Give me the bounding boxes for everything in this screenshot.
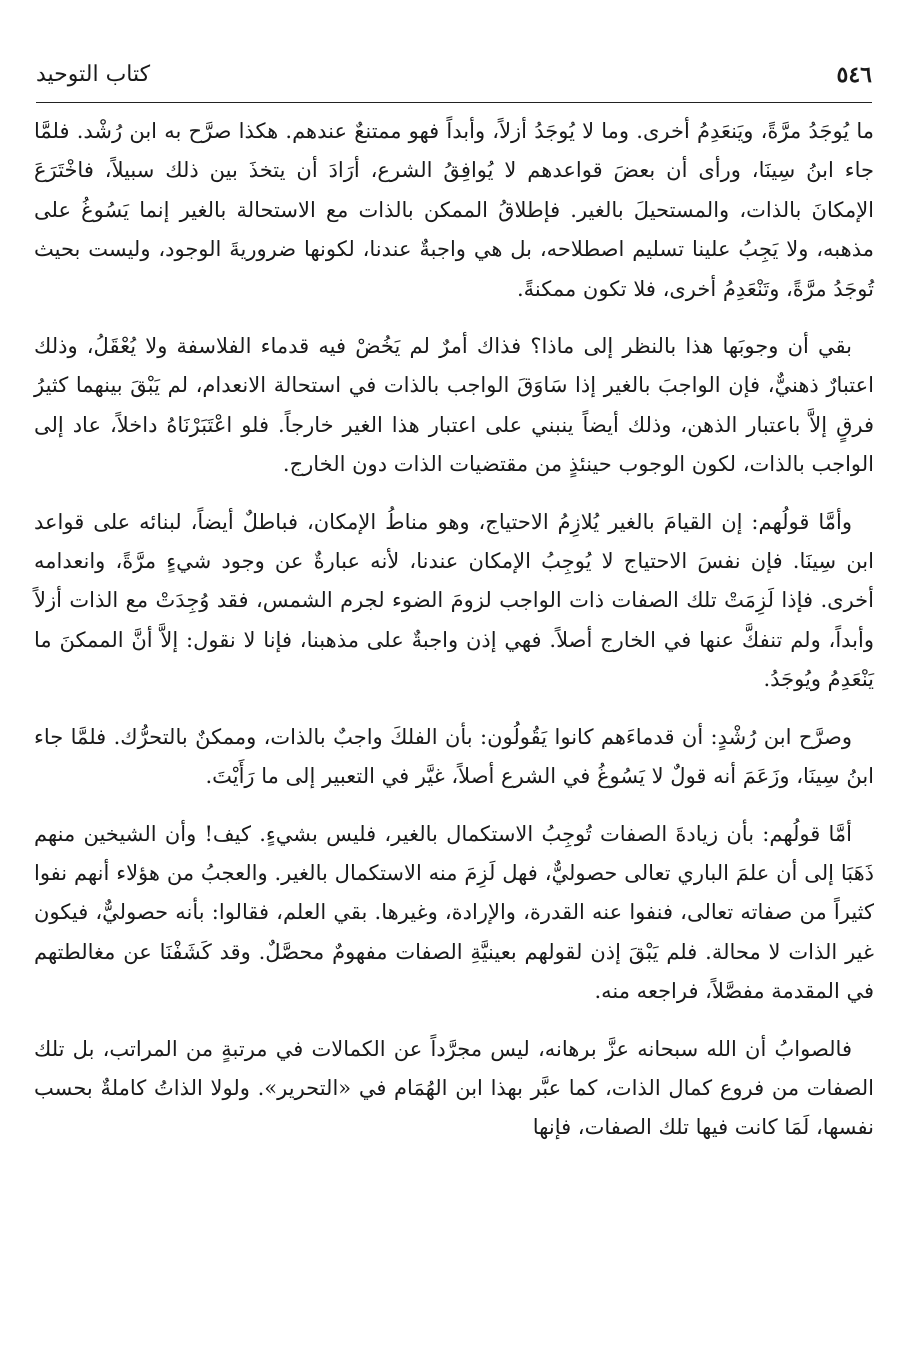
paragraph-6: فالصوابُ أن الله سبحانه عزَّ برهانه، ليس مجرَّداً عن الكمالات في مرتبةٍ من المراتب، بل تلك الصفات من فروع كمال الذات، كما عبَّر بهذا ابن الهُمَام في «التحرير». ولولا الذاتُ كاملةٌ بحسب نفسها، لَمَا كانت فيها تلك الصفات، فإنها [34,1036,874,1140]
paragraph-4: وصرَّح ابن رُشْدٍ: أن قدماءَهم كانوا يَقُولُون: بأن الفلكَ واجبٌ بالذات، وممكنٌ بالتحرُّك. فلمَّا جاء ابنُ سِينَا، وزَعَمَ أنه قولٌ لا يَسُوغُ في الشرع أصلاً، غيَّر في التعبير إلى ما رَأَيْتَ. [34,724,874,789]
page-number: ٥٤٦ [836,62,872,88]
paragraph-3: وأمَّا قولُهم: إن القيامَ بالغير يُلازِمُ الاحتياج، وهو مناطُ الإمكان، فباطلٌ أيضاً، لبنائه على قواعد ابن سِينَا. فإن نفسَ الاحتياج لا يُوجِبُ الإمكان عندنا، لأنه عبارةٌ عن وجود شيءٍ مرَّةً، وانعدامه أخرى. فإذا لَزِمَتْ تلك الصفات ذات الواجب لزومَ الضوء لجرم الشمس، فقد وُجِدَتْ مع الذات أزلاً وأبداً، ولم تنفكَّ عنها في الخارج أصلاً. فهي إذن واجبةٌ على مذهبنا، فإنا لا نقول: إلاَّ أنَّ الممكنَ ما يَنْعَدِمُ ويُوجَدُ. [34,509,874,692]
running-title: كتاب التوحيد [36,62,151,87]
page-header [36,62,872,103]
main-text [34,112,874,1166]
paragraph-1: ما يُوجَدُ مرَّةً، ويَنعَدِمُ أخرى. وما لا يُوجَدُ أزلاً، وأبداً فهو ممتنعٌ عندهم. هكذا صرَّح به ابن رُشْد. فلمَّا جاء ابنُ سِينَا، ورأى أن بعضَ قواعدهم لا يُوافِقُ الشرع، أرَادَ أن يتخذَ بين ذلك سبيلاً، فاخْتَرَعَ الإمكانَ بالذات، والمستحيلَ بالغير. فإطلاقُ الممكن بالذات مع الاستحالة بالغير إنما يَسُوغُ على مذهبه، ولا يَجِبُ علينا تسليم اصطلاحه، بل هي واجبةٌ عندنا، لكونها ضروريةَ الوجود، وليست بحيث تُوجَدُ مرَّةً، وتَنْعَدِمُ أخرى، فلا تكون ممكنةً. [34,119,874,301]
paragraph-2: بقي أن وجوبَها هذا بالنظر إلى ماذا؟ فذاك أمرٌ لم يَخُضْ فيه قدماء الفلاسفة ولا يُعْقَلُ، وذلك اعتبارٌ ذهنيٌّ، فإن الواجبَ بالغير إذا سَاوَقَ الواجب بالذات في استحالة الانعدام، لم يَبْقَ بينهما كثيرُ فرقٍ إلاَّ باعتبار الذهن، وذلك أيضاً ينبني على اعتبار هذا الغير خارجاً. فلو اعْتَبَرْنَاهُ داخلاً، عاد إلى الواجب بالذات، لكون الوجوب حينئذٍ من مقتضيات الذات دون الخارج. [34,334,874,477]
paragraph-5: أمَّا قولُهم: بأن زيادةَ الصفات تُوجِبُ الاستكمال بالغير، فليس بشيءٍ. كيف! وأن الشيخين منهم ذَهَبَا إلى أن علمَ الباري تعالى حصوليٌّ، فهل لَزِمَ منه الاستكمال بالغير. والعجبُ من هؤلاء أنهم نفوا كثيراً من صفاته تعالى، فنفوا عنه القدرة، والإرادة، وغيرها. بقي العلم، فقالوا: بأنه حصوليٌّ، فيكون غير الذات لا محالة. فلم يَبْقَ إذن لقولهم بعينيَّةِ الصفات مفهومٌ محصَّلٌ. وقد كَشَفْنَا عن مغالطتهم في المقدمة مفصَّلاً، فراجعه منه. [34,821,875,1004]
